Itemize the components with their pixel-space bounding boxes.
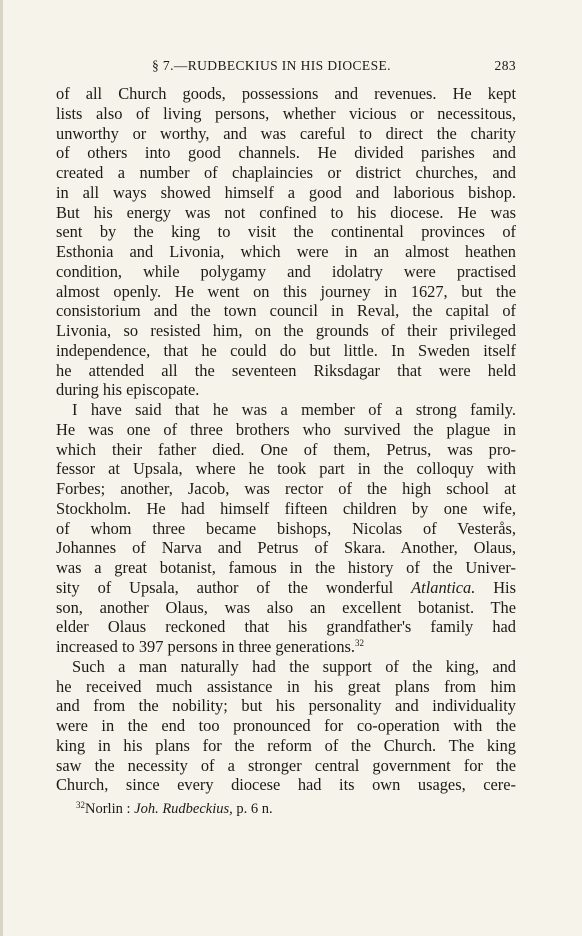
text-line: Stockholm. He had himself fifteen children by one wife, — [56, 498, 516, 518]
text-line: was a great botanist, famous in the history of the Univer- — [56, 558, 516, 577]
text-line: almost openly. He went on this journey in 1627, but the — [56, 281, 516, 301]
text-line: lists also of living persons, whether vicious or necessitous, — [56, 103, 516, 123]
text-line: Forbes; another, Jacob, was rector of the high school at — [56, 479, 516, 498]
text-line: unworthy or worthy, and was careful to direct the charity — [56, 123, 516, 143]
text-line: Johannes of Narva and Petrus of Skara. Another, Olaus, — [56, 538, 516, 558]
footnote-author: Norlin : — [85, 801, 131, 817]
text-line-with-italic — [56, 578, 516, 598]
text-line: and from the nobility; but his personality and individuality — [56, 696, 516, 716]
footnote-page-ref: p. 6 n. — [236, 801, 273, 817]
italic-title: Atlantica. — [411, 577, 476, 597]
page-number: 283 — [494, 58, 516, 73]
text-line: But his energy was not confined to his diocese. He was — [56, 202, 516, 222]
text-line: he received much assistance in his great plans from him — [56, 676, 516, 696]
text-line: sent by the king to visit the continental provinces of — [56, 222, 516, 242]
text-line: consistorium and the town council in Reval, the capital of — [56, 301, 516, 321]
text-line: were in the end too pronounced for co-operation with the — [56, 716, 516, 735]
text-line: son, another Olaus, was also an excellent botanist. The — [56, 597, 516, 617]
text-line-with-footnote-ref — [56, 637, 516, 657]
paragraph-start-line: I have said that he was a member of a strong family. — [72, 400, 516, 419]
text-line: Livonia, so resisted him, on the grounds of their privileged — [56, 321, 516, 340]
text-segment: increased to 397 persons in three generations. — [56, 637, 356, 656]
text-line: in all ways showed himself a good and laborious bishop. — [56, 182, 516, 202]
text-line: fessor at Upsala, where he took part in the colloquy with — [56, 459, 516, 479]
text-line: during his episcopate. — [56, 380, 200, 400]
footnote — [76, 800, 273, 818]
text-line: saw the necessity of a stronger central government for the — [56, 755, 516, 775]
text-line: king in his plans for the reform of the Church. The king — [56, 735, 516, 755]
text-line: He was one of three brothers who survived the plague in — [56, 419, 516, 439]
text-line: created a number of chaplaincies or district churches, and — [56, 163, 516, 182]
text-line: of others into good channels. He divided parishes and — [56, 143, 516, 163]
text-line: Church, since every diocese had its own usages, cere- — [56, 775, 516, 795]
text-line: Esthonia and Livonia, which were in an almost heathen — [56, 242, 516, 261]
text-line: which their father died. One of them, Petrus, was pro- — [56, 439, 516, 459]
text-line: elder Olaus reckoned that his grandfather's family had — [56, 617, 516, 637]
text-segment: His — [493, 577, 516, 597]
paragraph-start-line: Such a man naturally had the support of the king, and — [72, 656, 516, 676]
text-line: independence, that he could do but little. In Sweden itself — [56, 340, 516, 360]
text-line: condition, while polygamy and idolatry were practised — [56, 261, 516, 281]
footnote-reference: 32 — [355, 638, 365, 648]
text-segment: sity of Upsala, author of the wonderful — [56, 577, 394, 597]
running-header-title: § 7.—RUDBECKIUS IN HIS DIOCESE. — [152, 58, 391, 73]
footnote-marker: 32 — [76, 800, 85, 810]
text-line: he attended all the seventeen Riksdagar that were held — [56, 360, 516, 380]
body-text — [56, 84, 516, 795]
running-header — [56, 58, 516, 78]
text-line: of whom three became bishops, Nicolas of Vesterås, — [56, 518, 516, 538]
page-edge-shadow — [0, 0, 3, 936]
text-line: of all Church goods, possessions and revenues. He kept — [56, 84, 516, 103]
footnote-work-title: Joh. Rudbeckius, — [134, 801, 233, 817]
